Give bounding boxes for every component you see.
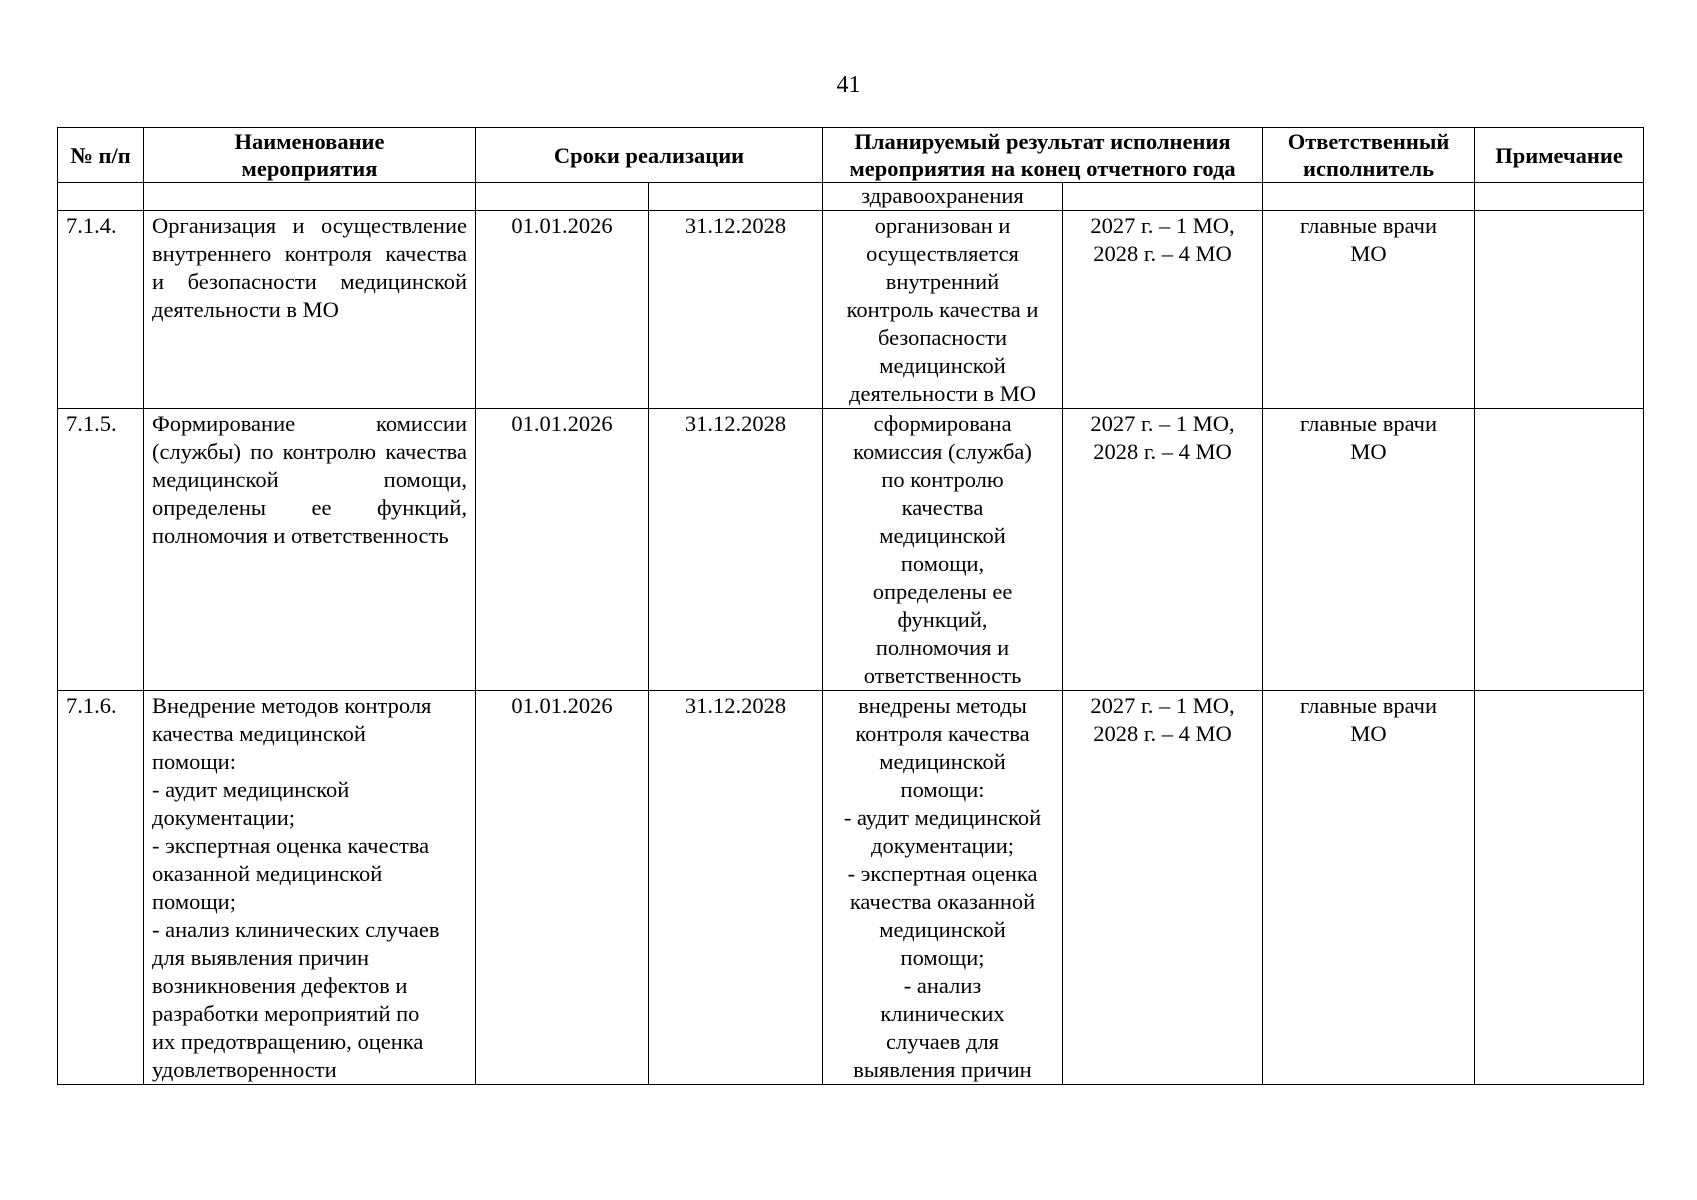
target-values: 2027 г. – 1 МО, 2028 г. – 4 МО [1063,409,1263,691]
planned-result: сформирована комиссия (служба) по контролю качества медицинской помощи, определены ее функций, полномочия и ответственность [823,409,1063,691]
header-note: Примечание [1475,128,1644,183]
header-num: № п/п [58,128,144,183]
start-date: 01.01.2026 [476,409,649,691]
planned-result: организован и осуществляется внутренний контроль качества и безопасности медицинской деятельности в МО [823,211,1063,409]
end-date: 31.12.2028 [649,409,823,691]
measure-name: Организация и осуществление внутреннего контроля качества и безопасности медицинской деятельности в МО [144,211,476,409]
header-result: Планируемый результат исполнения мероприятия на конец отчетного года [823,128,1263,183]
measure-name: Формирование комиссии (службы) по контролю качества медицинской помощи, определены ее функций, полномочия и ответственность [144,409,476,691]
responsible-executor: главные врачи МО [1263,211,1475,409]
action-plan-table [57,127,1644,1085]
end-date: 31.12.2028 [649,211,823,409]
note [1475,691,1644,1085]
header-executor: Ответственный исполнитель [1263,128,1475,183]
result-continuation: здравоохранения [823,183,1063,211]
header-name: Наименование мероприятия [144,128,476,183]
start-date: 01.01.2026 [476,691,649,1085]
responsible-executor: главные врачи МО [1263,691,1475,1085]
note [1475,211,1644,409]
row-number: 7.1.5. [58,409,144,691]
target-values: 2027 г. – 1 МО, 2028 г. – 4 МО [1063,691,1263,1085]
start-date: 01.01.2026 [476,211,649,409]
table-row [58,211,1644,409]
row-number: 7.1.6. [58,691,144,1085]
responsible-executor: главные врачи МО [1263,409,1475,691]
end-date: 31.12.2028 [649,691,823,1085]
row-number: 7.1.4. [58,211,144,409]
target-values: 2027 г. – 1 МО, 2028 г. – 4 МО [1063,211,1263,409]
continuation-row [58,183,1644,211]
page-number: 41 [836,72,861,98]
header-terms: Сроки реализации [476,128,823,183]
table-row [58,409,1644,691]
table-header-row [58,128,1644,183]
planned-result: внедрены методы контроля качества медицинской помощи: - аудит медицинской документации; - экспертная оценка качества оказанной медицинской помощи; - анализ клинических случаев для выявления причин [823,691,1063,1085]
note [1475,409,1644,691]
measure-name: Внедрение методов контроля качества медицинской помощи: - аудит медицинской документации; - экспертная оценка качества оказанной медицинской помощи; - анализ клинических случаев для выявления причин возникновения дефектов и разработки мероприятий по их предотвращению, оценка удовлетворенности [144,691,476,1085]
table-row [58,691,1644,1085]
